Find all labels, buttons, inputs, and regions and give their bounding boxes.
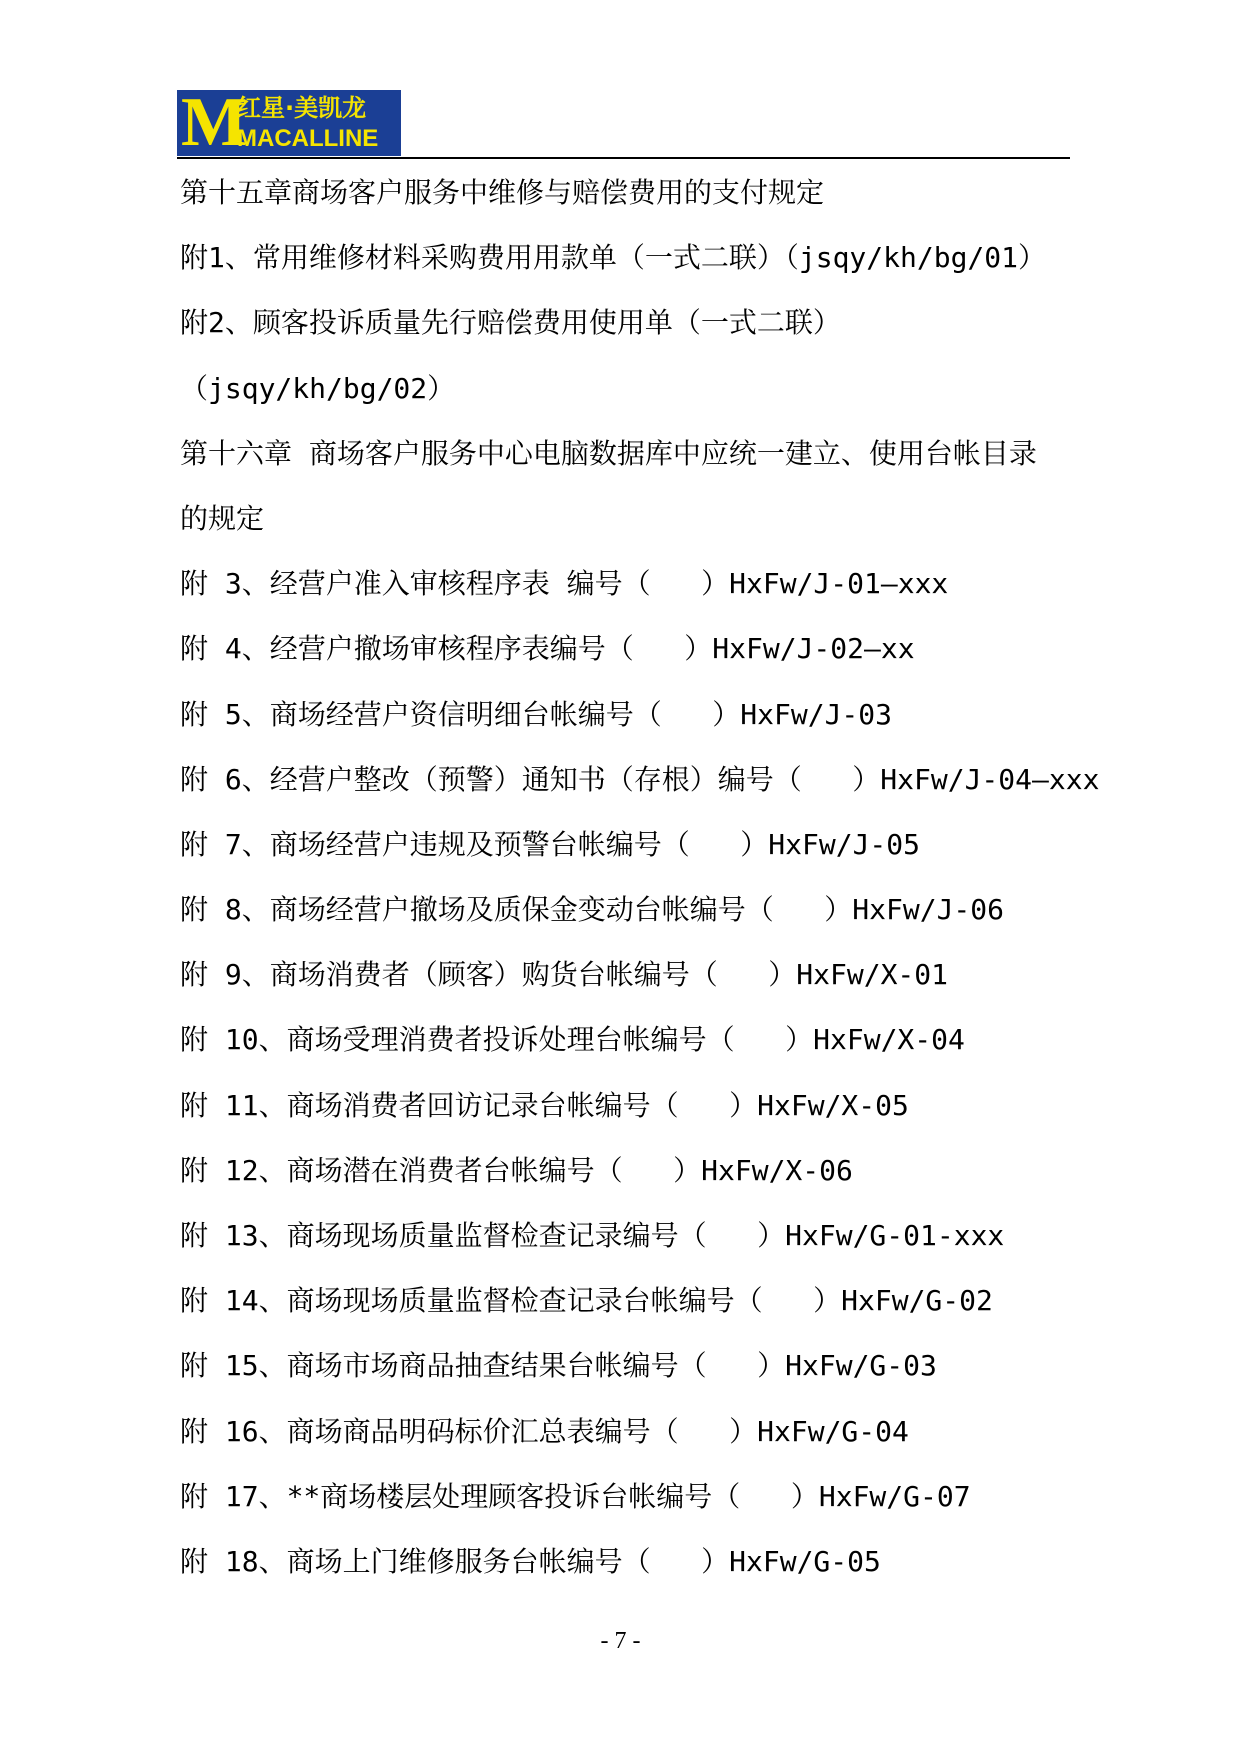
appendix-14: 附 14、商场现场质量监督检查记录台帐编号（ ）HxFw/G-02	[180, 1284, 993, 1318]
logo-mark: M	[181, 90, 248, 156]
appendix-11: 附 11、商场消费者回访记录台帐编号（ ）HxFw/X-05	[180, 1088, 909, 1122]
appendix-16: 附 16、商场商品明码标价汇总表编号（ ）HxFw/G-04	[180, 1414, 909, 1448]
appendix-2: 附2、顾客投诉质量先行赔偿费用使用单（一式二联）	[180, 306, 841, 340]
appendix-3: 附 3、经营户准入审核程序表 编号（ ）HxFw/J-01—xxx	[180, 567, 949, 601]
appendix-4: 附 4、经营户撤场审核程序表编号（ ）HxFw/J-02—xx	[180, 632, 915, 666]
appendix-10: 附 10、商场受理消费者投诉处理台帐编号（ ）HxFw/X-04	[180, 1023, 965, 1057]
appendix-17: 附 17、**商场楼层处理顾客投诉台帐编号（ ）HxFw/G-07	[180, 1479, 971, 1513]
macalline-logo	[177, 90, 401, 156]
appendix-1: 附1、常用维修材料采购费用用款单（一式二联）（jsqy/kh/bg/01）	[180, 241, 1047, 275]
appendix-2-code: （jsqy/kh/bg/02）	[180, 371, 456, 405]
document-body	[180, 160, 1220, 1594]
chapter-16-title-cont: 的规定	[180, 501, 265, 535]
appendix-7: 附 7、商场经营户违规及预警台帐编号（ ）HxFw/J-05	[180, 827, 921, 861]
appendix-18: 附 18、商场上门维修服务台帐编号（ ）HxFw/G-05	[180, 1544, 881, 1578]
appendix-9: 附 9、商场消费者（顾客）购货台帐编号（ ）HxFw/X-01	[180, 958, 949, 992]
header-divider	[177, 157, 1070, 159]
page-number: - 7 -	[600, 1628, 641, 1654]
appendix-5: 附 5、商场经营户资信明细台帐编号（ ）HxFw/J-03	[180, 697, 893, 731]
appendix-8: 附 8、商场经营户撤场及质保金变动台帐编号（ ）HxFw/J-06	[180, 893, 1005, 927]
chapter-16-title: 第十六章 商场客户服务中心电脑数据库中应统一建立、使用台帐目录	[180, 436, 1037, 470]
logo-name-en: MACALLINE	[237, 125, 379, 152]
appendix-13: 附 13、商场现场质量监督检查记录编号（ ）HxFw/G-01-xxx	[180, 1219, 1005, 1252]
chapter-15-title: 第十五章商场客户服务中维修与赔偿费用的支付规定	[180, 176, 825, 209]
appendix-6: 附 6、经营户整改（预警）通知书（存根）编号（ ）HxFw/J-04—xxx	[180, 762, 1100, 796]
logo-name-cn: 红星·美凯龙	[237, 94, 367, 122]
appendix-15: 附 15、商场市场商品抽查结果台帐编号（ ）HxFw/G-03	[180, 1349, 937, 1383]
appendix-12: 附 12、商场潜在消费者台帐编号（ ）HxFw/X-06	[180, 1153, 853, 1187]
